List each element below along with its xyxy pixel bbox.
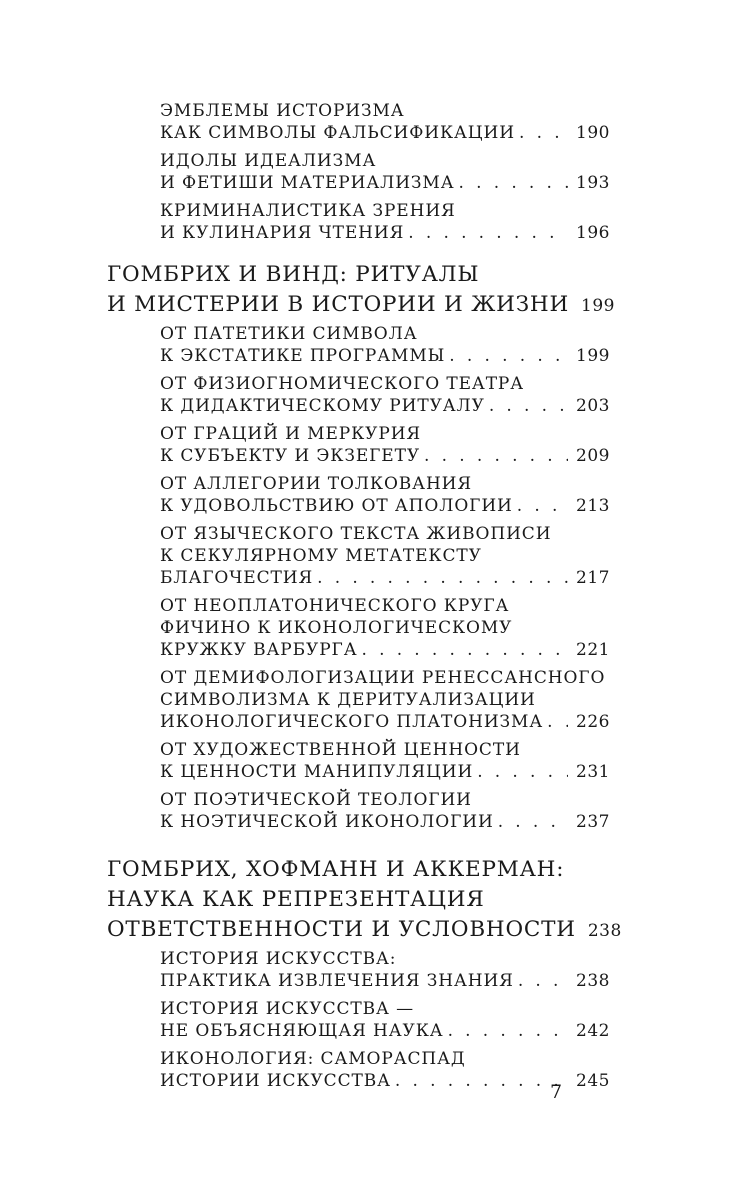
toc-section-entry[interactable] [107,423,610,467]
toc-entry-title-line: ОТ ФИЗИОГНОМИЧЕСКОГО ТЕАТРА [160,374,525,394]
toc-entry-title-line: ИСТОРИЯ ИСКУССТВА: [160,949,397,969]
toc-page-number: 203 [576,396,610,416]
dot-leader [513,495,568,517]
toc-entry-title-line: ОТ ЯЗЫЧЕСКОГО ТЕКСТА ЖИВОПИСИ [160,524,552,544]
toc-entry-title-line: ФИЧИНО К ИКОНОЛОГИЧЕСКОМУ [160,618,513,638]
toc-entry-title-line: КАК СИМВОЛЫ ФАЛЬСИФИКАЦИИ [160,123,515,143]
toc-entry-title-line: КРУЖКУ ВАРБУРГА [160,640,358,660]
toc-entry-title-line: ИСТОРИЯ ИСКУССТВА — [160,999,415,1019]
toc-entry-last-line [160,395,610,417]
toc-section-entry[interactable] [107,789,610,833]
dot-leader [313,567,568,589]
toc-section-entry[interactable] [107,200,610,244]
toc-section-entry[interactable] [107,667,610,733]
toc-page-number: 245 [576,1071,610,1091]
toc-section-entry[interactable] [107,948,610,992]
toc-entry-last-line [160,1020,610,1042]
toc-page-number: 231 [576,762,610,782]
toc-entry-title-line: ИСТОРИИ ИСКУССТВА [160,1071,391,1091]
toc-entry-title-line: ОТВЕТСТВЕННОСТИ И УСЛОВНОСТИ [107,917,576,942]
toc-chapter-entry[interactable] [107,260,615,321]
toc-entry-title-line: КРИМИНАЛИСТИКА ЗРЕНИЯ [160,201,456,221]
toc-page-number: 226 [576,712,610,732]
toc-entry-last-line [160,639,610,661]
toc-page-number: 213 [576,496,610,516]
toc-section-entry[interactable] [107,998,610,1042]
toc-entry-last-line [160,1070,610,1092]
toc-entry-title-line: ОТ ПАТЕТИКИ СИМВОЛА [160,324,418,344]
dot-leader [391,1070,568,1092]
dot-leader [543,711,568,733]
toc-page-number: 196 [576,223,610,243]
toc-entry-last-line [160,345,610,367]
toc-entry-last-line [160,711,610,733]
toc-page-number: 199 [581,296,615,316]
toc-entry-title-line: ГОМБРИХ И ВИНД: РИТУАЛЫ [107,262,480,287]
toc-entry-title-line: ЭМБЛЕМЫ ИСТОРИЗМА [160,101,405,121]
page-number: 7 [550,1081,563,1103]
toc-entry-title-line: ИКОНОЛОГИЧЕСКОГО ПЛАТОНИЗМА [160,712,544,732]
toc-entry-title-line: ОТ НЕОПЛАТОНИЧЕСКОГО КРУГА [160,596,510,616]
toc-entry-last-line [160,761,610,783]
toc-entry-title-line: НАУКА КАК РЕПРЕЗЕНТАЦИЯ [107,887,485,912]
toc-entry-title-line: К НОЭТИЧЕСКОЙ ИКОНОЛОГИИ [160,812,494,832]
toc-section-entry[interactable] [107,323,610,367]
toc-section-entry[interactable] [107,1048,610,1092]
toc-page-number: 217 [576,568,610,588]
toc-entry-last-line [107,915,622,946]
toc-entry-title-line: ОТ ХУДОЖЕСТВЕННОЙ ЦЕННОСТИ [160,740,521,760]
toc-entry-title-line: ИДОЛЫ ИДЕАЛИЗМА [160,151,377,171]
toc-entry-title-line: К СЕКУЛЯРНОМУ МЕТАТЕКСТУ [160,546,482,566]
toc-entry-title-line: ИКОНОЛОГИЯ: САМОРАСПАД [160,1049,466,1069]
toc-page-number: 193 [576,173,610,193]
toc-section-entry[interactable] [107,100,610,144]
toc-section-entry[interactable] [107,150,610,194]
dot-leader [473,761,568,783]
toc-entry-title-line: И МИСТЕРИИ В ИСТОРИИ И ЖИЗНИ [107,292,570,317]
toc-entry-title-line: ГОМБРИХ, ХОФМАНН И АККЕРМАН: [107,857,565,882]
dot-leader [514,970,568,992]
toc-page-number: 190 [576,123,610,143]
dot-leader [485,395,568,417]
dot-leader [445,345,568,367]
toc-section-entry[interactable] [107,523,610,589]
toc-entry-title-line: К УДОВОЛЬСТВИЮ ОТ АПОЛОГИИ [160,496,513,516]
toc-entry-last-line [160,172,610,194]
toc-entry-title-line: К ЭКСТАТИКЕ ПРОГРАММЫ [160,346,446,366]
toc-entry-title-line: ОТ АЛЛЕГОРИИ ТОЛКОВАНИЯ [160,474,473,494]
toc-entry-last-line [160,445,610,467]
dot-leader [420,445,568,467]
table-of-contents [107,100,622,1098]
toc-entry-title-line: НЕ ОБЪЯСНЯЮЩАЯ НАУКА [160,1021,444,1041]
toc-page-number: 238 [587,921,622,941]
toc-page-number: 221 [576,640,610,660]
toc-entry-title-line: И ФЕТИШИ МАТЕРИАЛИЗМА [160,173,455,193]
toc-entry-last-line [160,811,610,833]
toc-chapter-entry[interactable] [107,855,622,946]
toc-entry-title-line: ОТ ГРАЦИЙ И МЕРКУРИЯ [160,424,422,444]
toc-entry-title-line: ПРАКТИКА ИЗВЛЕЧЕНИЯ ЗНАНИЯ [160,971,514,991]
dot-leader [515,122,568,144]
toc-entry-last-line [160,495,610,517]
toc-entry-title-line: К ЦЕННОСТИ МАНИПУЛЯЦИИ [160,762,474,782]
toc-entry-last-line [160,222,610,244]
toc-entry-title-line: БЛАГОЧЕСТИЯ [160,568,314,588]
toc-entry-last-line [160,970,610,992]
toc-page-number: 199 [576,346,610,366]
toc-page-number: 237 [576,812,610,832]
toc-section-entry[interactable] [107,739,610,783]
toc-section-entry[interactable] [107,595,610,661]
toc-page-number: 209 [576,446,610,466]
toc-entry-title-line: И КУЛИНАРИЯ ЧТЕНИЯ [160,223,405,243]
dot-leader [404,222,568,244]
toc-page-number: 238 [576,971,610,991]
toc-entry-title-line: К ДИДАКТИЧЕСКОМУ РИТУАЛУ [160,396,485,416]
toc-entry-title-line: ОТ ПОЭТИЧЕСКОЙ ТЕОЛОГИИ [160,790,472,810]
toc-entry-last-line [107,290,615,321]
toc-entry-title-line: ОТ ДЕМИФОЛОГИЗАЦИИ РЕНЕССАНСНОГО [160,668,606,688]
dot-leader [494,811,568,833]
toc-entry-last-line [160,122,610,144]
dot-leader [444,1020,568,1042]
toc-entry-title-line: СИМВОЛИЗМА К ДЕРИТУАЛИЗАЦИИ [160,690,536,710]
toc-page-number: 242 [576,1021,610,1041]
toc-entry-title-line: К СУБЪЕКТУ И ЭКЗЕГЕТУ [160,446,421,466]
toc-entry-last-line [160,567,610,589]
toc-section-entry[interactable] [107,473,610,517]
toc-section-entry[interactable] [107,373,610,417]
dot-leader [455,172,569,194]
dot-leader [357,639,568,661]
